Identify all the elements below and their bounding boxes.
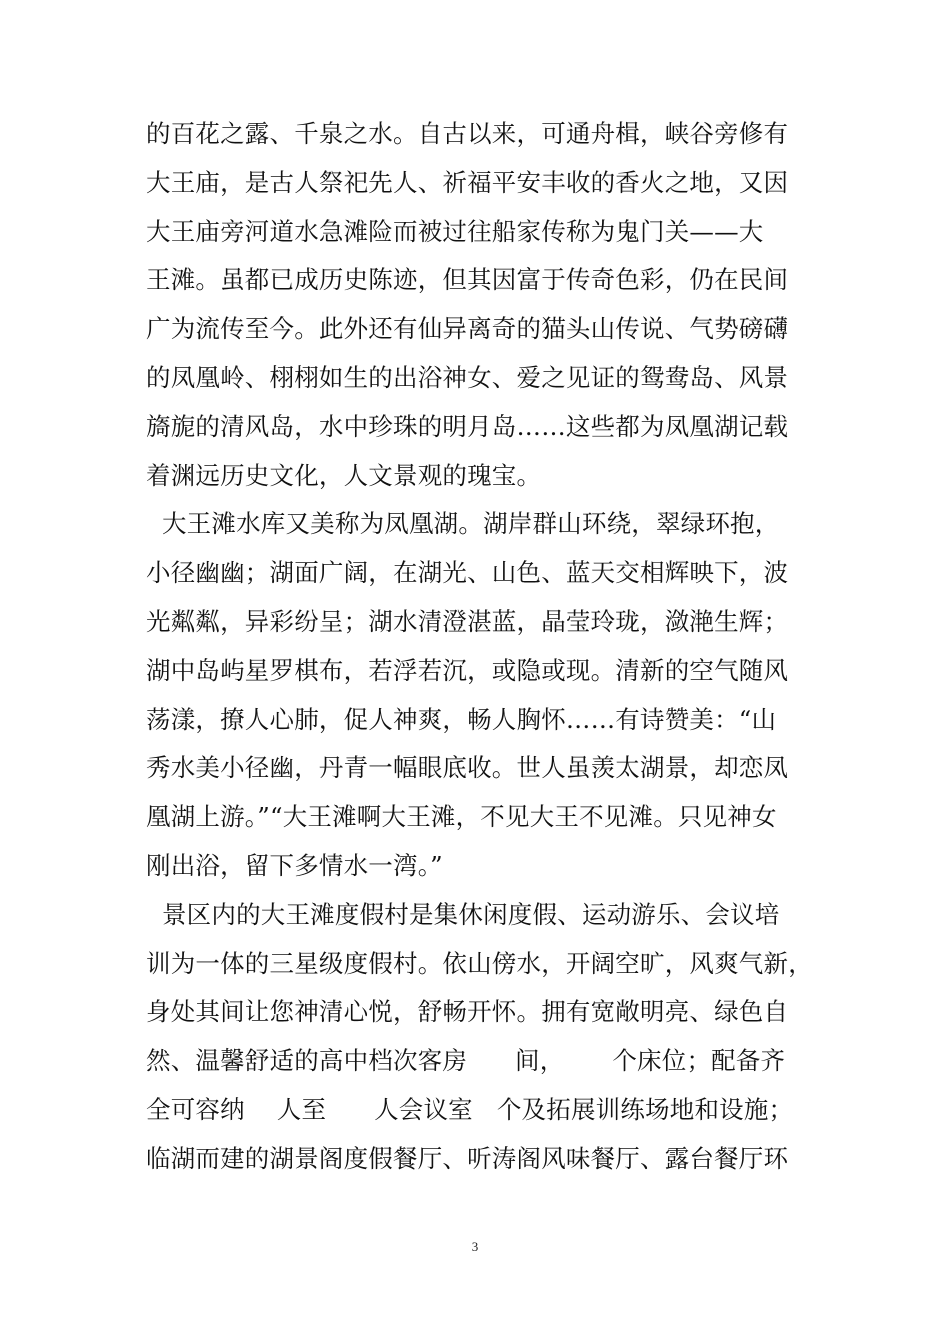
- text-line: 全可容纳 人至 人会议室 个及拓展训练场地和设施；: [146, 1094, 794, 1124]
- text-line: 的百花之露、千泉之水。自古以来，可通舟楫，峡谷旁修有: [146, 119, 789, 148]
- text-line: 训为一体的三星级度假村。依山傍水，开阔空旷，风爽气新，: [146, 948, 813, 978]
- text-line: 景区内的大王滩度假村是集休闲度假、运动游乐、会议培: [146, 899, 780, 929]
- text-line: 大王庙旁河道水急滩险而被过往船家传称为鬼门关——大: [146, 216, 764, 246]
- text-line: 大王庙，是古人祭祀先人、祈福平安丰收的香火之地，又因: [146, 167, 789, 197]
- text-line: 湖中岛屿星罗棋布，若浮若沉，或隐或现。清新的空气随风: [146, 655, 789, 685]
- text-line: 凰湖上游。”“大王滩啊大王滩，不见大王不见滩。只见神女: [146, 802, 777, 832]
- text-line: 秀水美小径幽，丹青一幅眼底收。世人虽羡太湖景，却恋凤: [146, 753, 789, 783]
- text-line: 大王滩水库又美称为凤凰湖。湖岸群山环绕，翠绿环抱，: [146, 509, 780, 539]
- text-line: 刚出浴，留下多情水一湾。”: [146, 850, 443, 880]
- text-line: 然、温馨舒适的高中档次客房 间， 个床位；配备齐: [146, 1046, 786, 1076]
- text-line: 广为流传至今。此外还有仙异离奇的猫头山传说、气势磅礴: [146, 314, 789, 344]
- text-line: 旖旎的清风岛，水中珍珠的明月岛……这些都为凤凰湖记载: [146, 411, 789, 441]
- text-line: 荡漾，撩人心肺，促人神爽，畅人胸怀……有诗赞美：“山: [146, 704, 777, 734]
- page-number: 3: [471, 1239, 479, 1254]
- text-line: 临湖而建的湖景阁度假餐厅、听涛阁风味餐厅、露台餐厅环: [146, 1143, 789, 1173]
- text-line: 小径幽幽；湖面广阔，在湖光、山色、蓝天交相辉映下，波: [146, 558, 789, 588]
- text-line: 身处其间让您神清心悦，舒畅开怀。拥有宽敞明亮、绿色自: [146, 997, 789, 1027]
- text-line: 着渊远历史文化，人文景观的瑰宝。: [146, 460, 542, 490]
- document-body: [146, 110, 813, 1184]
- text-line: 的凤凰岭、栩栩如生的出浴神女、爱之见证的鸳鸯岛、风景: [146, 362, 789, 392]
- text-line: 王滩。虽都已成历史陈迹，但其因富于传奇色彩，仍在民间: [146, 265, 789, 295]
- text-line: 光粼粼，异彩纷呈；湖水清澄湛蓝，晶莹玲珑，潋滟生辉；: [146, 606, 789, 636]
